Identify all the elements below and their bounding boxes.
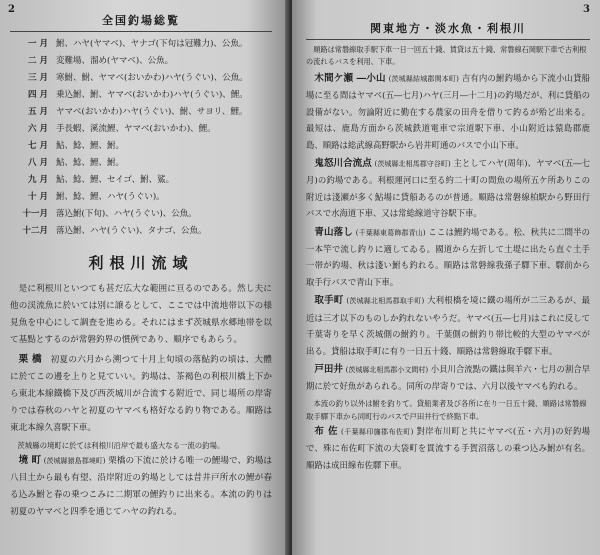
entry-name: 戸田井 xyxy=(314,363,343,375)
entry-text: 栗橋の下流に於ける唯一の鯉場で、釣場は八目土から最も有望、沿岸附近の釣場としては昔井戸所水の鯉が春る込み鮒と春の乗つこみに二期軍の鯉釣りに出来る。本流の釣りは初夏のヤマベと四季を通じてハヤの釣れる。 xyxy=(10,456,272,517)
entry-address: (千葉縣東葛飾郡青山) xyxy=(355,228,426,237)
calendar-row: 九 月 鮎、鯰、鯉、セイゴ、鮒、鯊。 xyxy=(28,175,175,185)
entry-address: (千葉縣印旛郡布佐町) xyxy=(340,427,414,436)
entry-name: 鬼怒川合流点 xyxy=(314,158,372,170)
page-number: 2 xyxy=(8,4,15,15)
entry-toride xyxy=(306,292,590,359)
running-head: 関東地方・淡水魚・利根川 xyxy=(306,20,590,40)
entry-kinugawa-confluence xyxy=(306,155,590,222)
calendar-row: 二 月 変難場、溜め(ヤマベ)、公魚。 xyxy=(28,56,174,66)
intro-paragraph: 是に利根川といつても甚だ広大な範囲に亘るのである。然し夫に他の渓流魚に於いては別に譲るとして、ここでは中流地帯以下の様見魚を中心にして調査を進める。それにはまず茨城県水郷地帯を以て基點とするのが常磐釣界の慣例であり、順序でもあらう。 xyxy=(10,284,272,345)
entry-address: (茨城縣北相馬郡小文間村) xyxy=(345,365,429,374)
entry-text: 主としてハヤ(周年)、ヤマベ(五―七月)の釣場である。利根運河口に至る約二十町の間魚の場所五ケ所ありこの附近は淺瀬が多く鮎場に貸船あるのが普通。順路は常磐線柏駅から野田行バスで水海道下車、又は常総線道守谷駅下車。 xyxy=(306,158,590,219)
intro-note: 順路は常磐線取手駅下車一日一回五十錢、賃貸は五十錢、常磐線石岡駅下車で古利根の流れるバスを利用、下車。 xyxy=(306,45,587,66)
calendar-row: 十二月 落込鮒、ハヤ(うぐい)、タナゴ、公魚。 xyxy=(22,226,207,236)
entry-kimagase-koyama xyxy=(306,70,590,153)
page-number: 3 xyxy=(583,4,590,15)
entry-note: 茨城縣の境町に於ては利根川沿岸で最も盛大なる一流の釣場。 xyxy=(17,441,225,450)
entry-fusa xyxy=(306,397,590,473)
entry-name: 木間ケ瀬 ―小山 xyxy=(314,73,386,84)
entry-text: 大利根橋を境に鐵の場所が二三あるが、最近は三才以下のものしか釣れないやうだ。ヤマベ(五―七月)はこれに反して千葉寄りを早く茨城側の鮒釣り。千葉側の鮒釣り帯比較的大型のヤマベが出る。貸船は取手町に有り一日五十錢、順路は常磐線取手驛下車。 xyxy=(306,295,590,356)
calendar-row: 三 月 寒鮒、鮒、ヤマベ(おいかわ)ハヤ(うぐい)、公魚。 xyxy=(28,73,248,83)
calendar-row: 六 月 手長蝦、溪流鯉、ヤマベ(おいかわ)、鯉。 xyxy=(28,124,216,134)
entry-text: 小貝川合流點の鐵は與羊六・七月の割合早期に於て好魚があられる。同所の岸寄りでは、六月以後ヤマベも釣れる。 xyxy=(306,363,590,392)
entry-text: ここは鯉釣場である。松、秋共に二間半の一本竿で流し釣りに適してゐる。國道から左折して土堤に出たら直ぐ土手一帯が釣場、秋は淺い鮒も釣れる。順路は常磐線我孫子驛下車、驛前から取手行バスで青山下車。 xyxy=(306,226,591,287)
section-title: 利根川流域 xyxy=(88,254,194,272)
entry-name: 取手町 xyxy=(314,295,344,307)
calendar-row: 十 月 鮒、鯰、鯉、ハヤ(うぐい)。 xyxy=(28,192,165,202)
entry-sakaimachi xyxy=(10,439,272,521)
entry-address: (茨城縣猿島郡境町) xyxy=(43,457,106,465)
running-head: 全国釣場総覧 xyxy=(10,12,272,32)
calendar-row: 一 月 鮒、ハヤ(ヤマベ)、ヤナゴ(下旬は冠難力)、公魚。 xyxy=(28,39,248,49)
entry-name: 栗 橋 xyxy=(18,354,42,365)
left-page xyxy=(0,0,290,555)
entry-address: (茨城縣結城郡関本町) xyxy=(388,75,459,83)
entry-name: 境 町 xyxy=(18,455,41,466)
entry-address: (茨城縣北相馬郡守谷町) xyxy=(374,160,451,169)
entry-name: 布 佐 xyxy=(314,425,338,437)
entry-aoyama-otoshi xyxy=(306,224,590,291)
entry-note: 本流の釣り以外は鮒を釣りて。貸船業者及び各所に在り一日五十錢、順路は常磐線取手驛下車から同町行のバスで戸田井行で終點下車。 xyxy=(306,398,587,421)
entry-todai xyxy=(306,361,590,395)
entry-address: (茨城縣北相馬郡取手町) xyxy=(346,297,425,306)
right-page xyxy=(292,0,600,555)
calendar-row: 四 月 乗込鮒、鮒、ヤマベ(おいかわ)ハヤ(うぐい)、鯉。 xyxy=(28,90,248,100)
calendar-row: 七 月 鮎、鯰、鯉、鮒。 xyxy=(28,141,125,151)
entry-name: 青山落し xyxy=(314,226,353,238)
entry-text: 對岸布川町と共にヤマベ(五・六月)の好釣場で、殊に布佐町下流の大袋町を貫流する手賀沼落しの乘つ込み鮒が有名。順路は成田線布佐驛下車。 xyxy=(306,425,590,470)
entry-text: 初夏の六月から溯つて十月上旬頃の落鮎釣の頃は、大體に於てこの邊を上りと見ていい。釣場は、茶褐色の利根川橋上下から東北本線鐵橋下及び西茨城川が合流する附近で、同じ場所の岸寄りでは春秋のハヤと初夏のヤマベも格好なる釣り物である。順路は東北本線久喜駅下車。 xyxy=(10,355,272,433)
calendar-row: 五 月 ヤマベ(おいかわ)ハヤ(うぐい)、鮒、サヨリ、鯉。 xyxy=(28,107,248,117)
calendar-row: 八 月 鮎、鯰、鯉、鮒。 xyxy=(28,158,125,168)
fishing-calendar xyxy=(10,36,272,240)
calendar-row: 十一月 落込鮒(下旬)、ハヤ(うぐい)、公魚。 xyxy=(22,209,197,219)
entry-kurihashi xyxy=(10,351,272,437)
entry-text: 吉有内の鮒釣場から下流小山貸船場に至る間はヤマベ(五―七月)ハヤ(三月―十二月)の釣場だが、利に貸船の設備がない。勿論附近に勤在する農家の田舟を借りて釣るが殆ど出来る。最短は、鹿島方面から茨城鉄道電車で宗道駅下車、小山附近は猿島郡鹿島、順路は総武線高野駅から岩井町通のバスで小山下車。 xyxy=(306,73,591,150)
